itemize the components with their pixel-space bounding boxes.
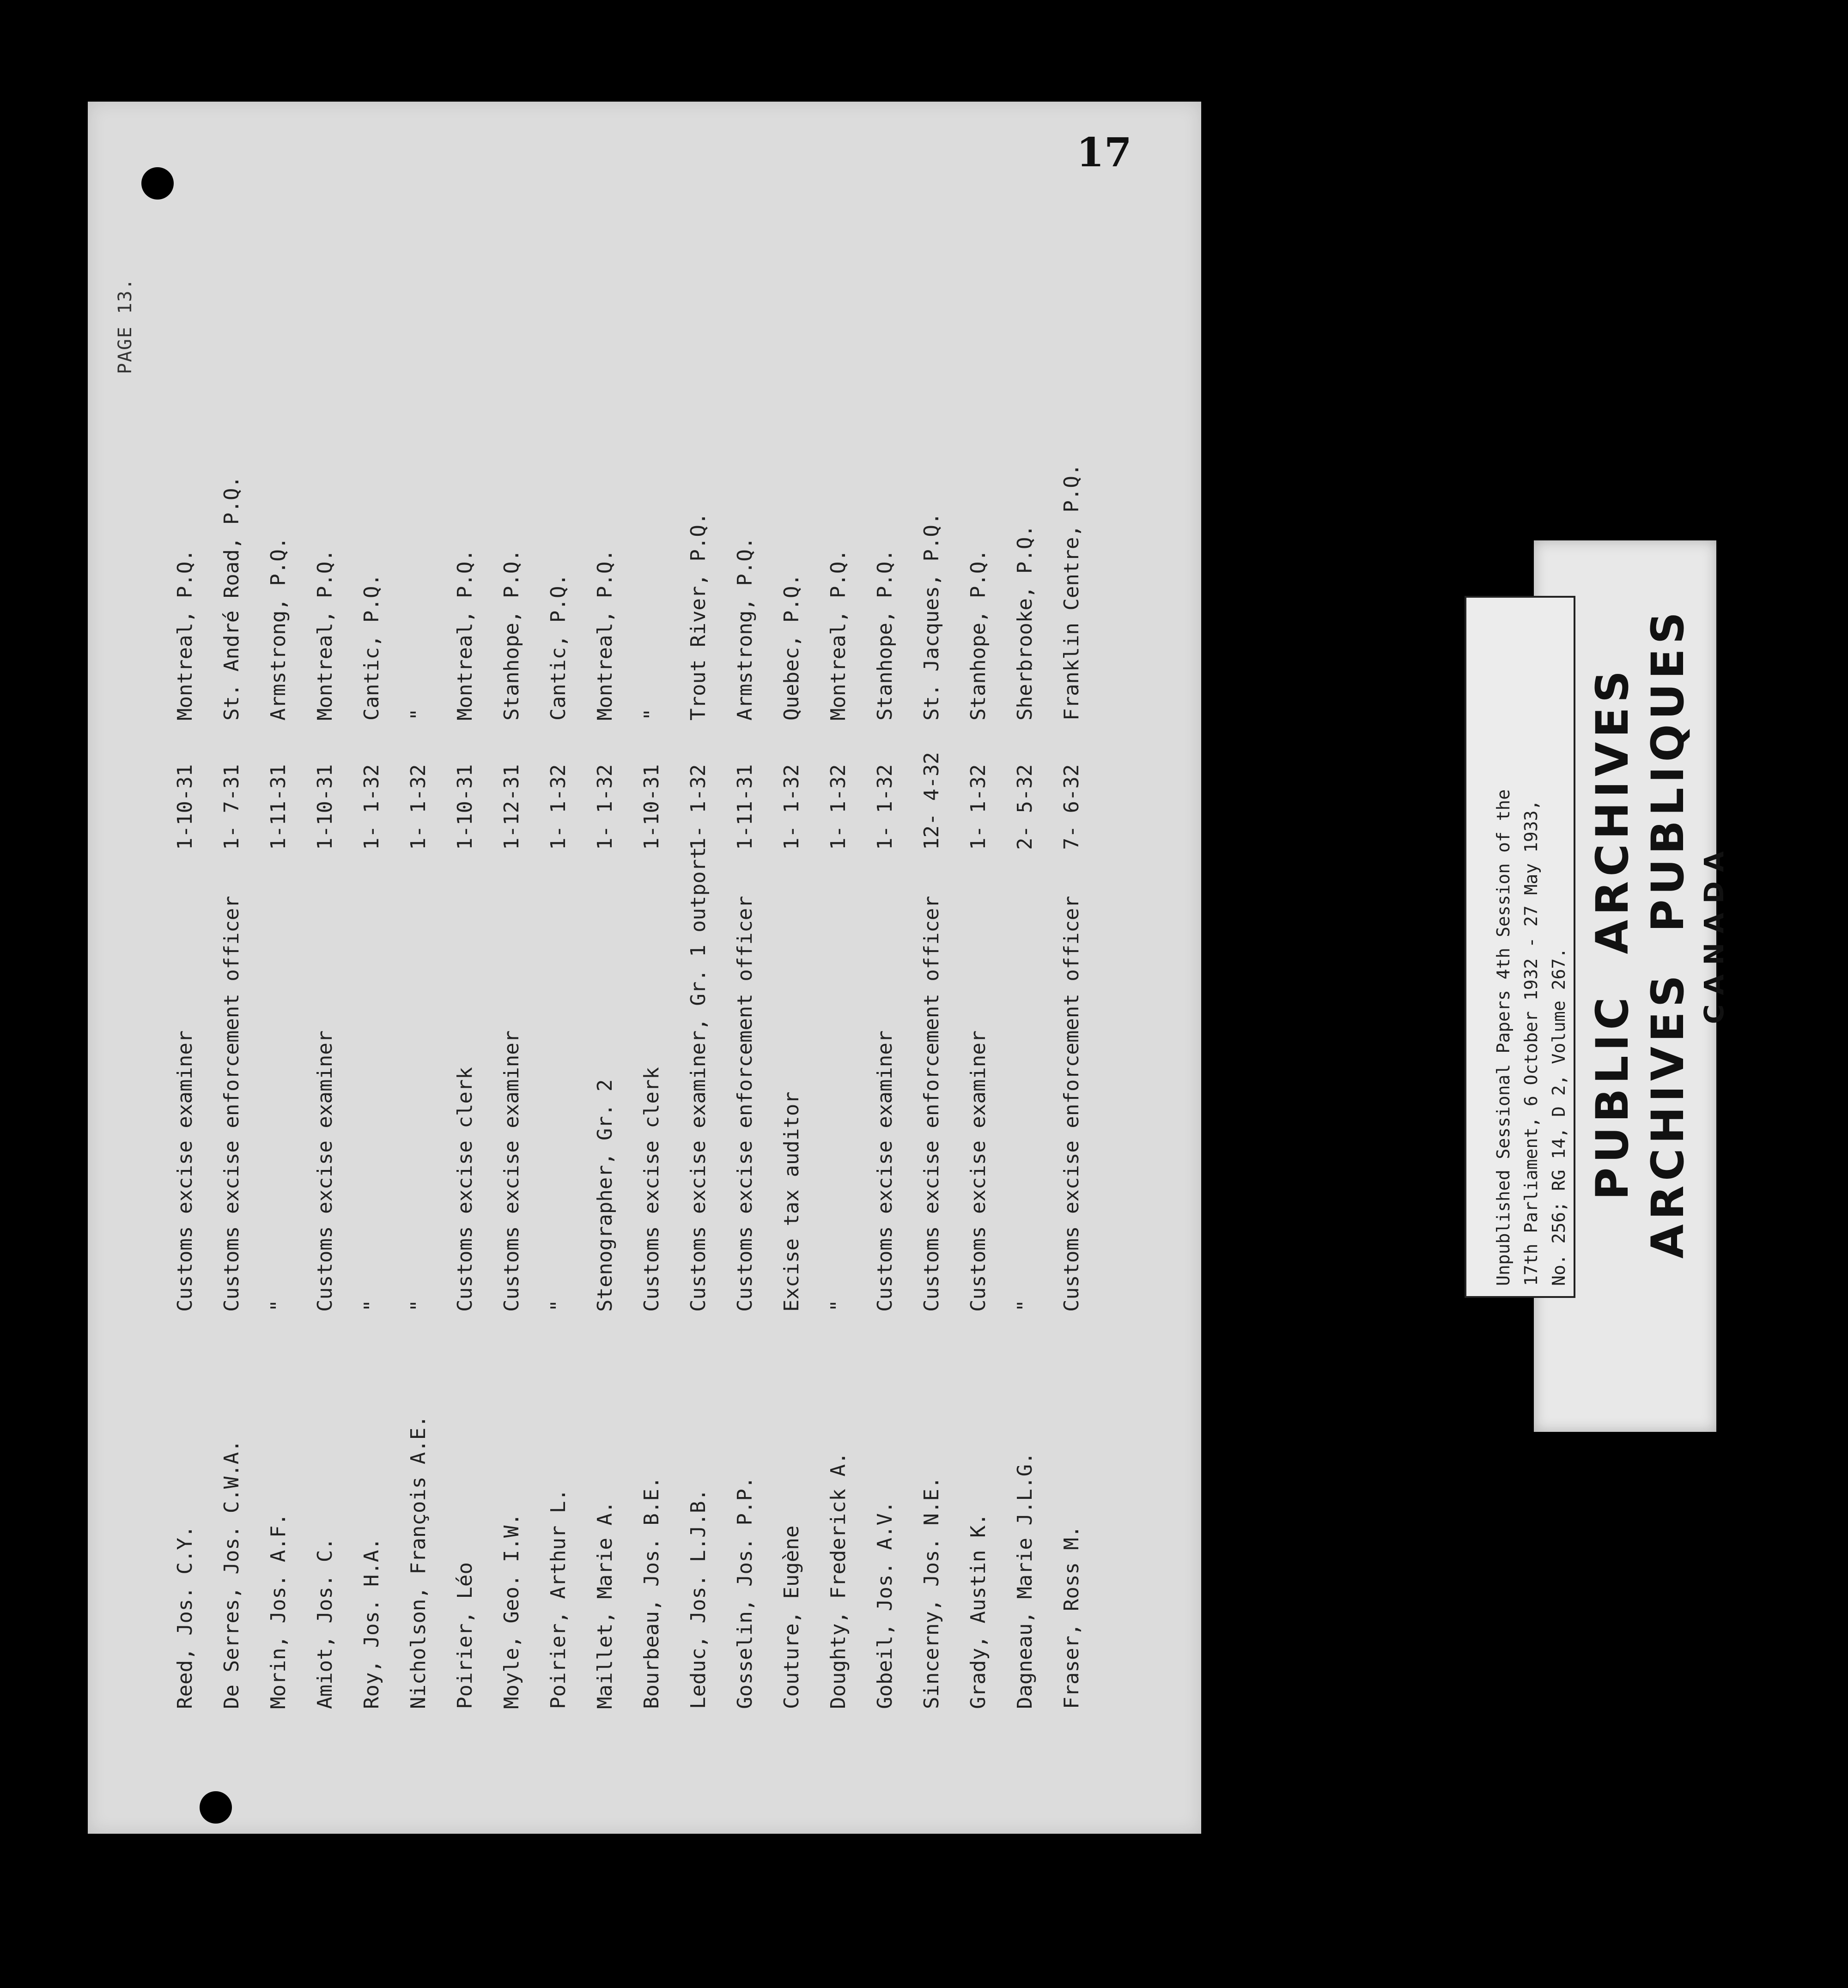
employee-name: Roy, Jos. H.A. (360, 1538, 383, 1709)
employee-name: Poirier, Léo (453, 1562, 477, 1709)
position-title: Customs excise examiner (173, 1030, 197, 1312)
position-title: Customs excise enforcement officer (220, 896, 243, 1312)
location: Montreal, P.Q. (453, 549, 477, 721)
effective-date: 1- 1-32 (360, 764, 383, 850)
effective-date: 1- 1-32 (687, 764, 710, 850)
location: Sherbrooke, P.Q. (1013, 525, 1037, 721)
page-label: PAGE 13. (115, 278, 136, 374)
position-title: Customs excise examiner (873, 1030, 897, 1312)
effective-date: 12- 4-32 (920, 752, 943, 850)
location: St. André Road, P.Q. (220, 476, 243, 721)
location: Armstrong, P.Q. (267, 537, 290, 721)
location: Cantic, P.Q. (547, 574, 570, 721)
location: Cantic, P.Q. (360, 574, 383, 721)
table-row (593, 208, 640, 1709)
position-title: Customs excise enforcement officer (733, 896, 757, 1312)
employee-name: Moyle, Geo. I.W. (500, 1513, 523, 1709)
table-row (967, 208, 1013, 1709)
location: Stanhope, P.Q. (873, 549, 897, 721)
position-title: Stenographer, Gr. 2 (593, 1079, 617, 1312)
stamp-country: CANADA (1698, 842, 1730, 1024)
employee-name: Amiot, Jos. C. (313, 1538, 337, 1709)
slip-line: 17th Parliament, 6 October 1932 - 27 May 1933, (1521, 800, 1541, 1286)
location: Quebec, P.Q. (780, 574, 803, 721)
employee-name: Nicholson, François A.E. (407, 1415, 430, 1709)
effective-date: 1-10-31 (453, 764, 477, 850)
effective-date: 1- 1-32 (967, 764, 990, 850)
employee-name: Grady, Austin K. (967, 1513, 990, 1709)
effective-date: 1- 1-32 (593, 764, 617, 850)
table-row (1013, 208, 1060, 1709)
punch-hole (200, 1791, 232, 1824)
table-row (1060, 208, 1106, 1709)
table-row (687, 208, 733, 1709)
position-title: Customs excise enforcement officer (1060, 896, 1083, 1312)
effective-date: 1- 1-32 (407, 764, 430, 850)
employee-name: Gobeil, Jos. A.V. (873, 1501, 897, 1709)
effective-date: 1-12-31 (500, 764, 523, 850)
position-title: Excise tax auditor (780, 1091, 803, 1312)
typed-record-list (97, 208, 1083, 1709)
employee-name: Sincerny, Jos. N.E. (920, 1476, 943, 1709)
table-row (500, 208, 547, 1709)
employee-name: Doughty, Frederick A. (827, 1452, 850, 1709)
employee-name: Maillet, Marie A. (593, 1501, 617, 1709)
position-title: Customs excise examiner (313, 1030, 337, 1312)
position-title: " (407, 1299, 430, 1312)
punch-hole (141, 167, 174, 200)
employee-name: Reed, Jos. C.Y. (173, 1525, 197, 1709)
location: Montreal, P.Q. (313, 549, 337, 721)
position-title: Customs excise examiner (500, 1030, 523, 1312)
table-row (267, 208, 313, 1709)
effective-date: 2- 5-32 (1013, 764, 1037, 850)
location: St. Jacques, P.Q. (920, 512, 943, 721)
archives-stamp (1585, 564, 1760, 1303)
employee-name: Dagneau, Marie J.L.G. (1013, 1452, 1037, 1709)
effective-date: 1- 1-32 (827, 764, 850, 850)
position-title: Customs excise enforcement officer (920, 896, 943, 1312)
location: Montreal, P.Q. (827, 549, 850, 721)
table-row (827, 208, 873, 1709)
employee-name: De Serres, Jos. C.W.A. (220, 1440, 243, 1709)
table-row (640, 208, 687, 1709)
position-title: " (360, 1299, 383, 1312)
table-row (220, 208, 267, 1709)
employee-name: Fraser, Ross M. (1060, 1525, 1083, 1709)
position-title: Customs excise clerk (453, 1067, 477, 1312)
location: " (407, 708, 430, 721)
effective-date: 1-10-31 (173, 764, 197, 850)
table-row (547, 208, 593, 1709)
position-title: Customs excise examiner (967, 1030, 990, 1312)
table-row (920, 208, 967, 1709)
slip-line: No. 256; RG 14, D 2, Volume 267. (1549, 947, 1569, 1286)
effective-date: 1-11-31 (267, 764, 290, 850)
location: " (640, 708, 663, 721)
effective-date: 1-11-31 (733, 764, 757, 850)
employee-name: Bourbeau, Jos. B.E. (640, 1476, 663, 1709)
position-title: Customs excise examiner, Gr. 1 outport (687, 847, 710, 1312)
employee-name: Gosselin, Jos. P.P. (733, 1476, 757, 1709)
table-row (780, 208, 827, 1709)
location: Stanhope, P.Q. (967, 549, 990, 721)
effective-date: 7- 6-32 (1060, 764, 1083, 850)
records-table (173, 208, 1106, 1709)
folio-number: 17 (1076, 129, 1132, 176)
effective-date: 1-10-31 (640, 764, 663, 850)
effective-date: 1- 7-31 (220, 764, 243, 850)
location: Armstrong, P.Q. (733, 537, 757, 721)
table-row (173, 208, 220, 1709)
position-title: " (1013, 1299, 1037, 1312)
table-row (407, 208, 453, 1709)
position-title: " (827, 1299, 850, 1312)
table-row (733, 208, 780, 1709)
table-row (360, 208, 407, 1709)
stamp-line-french: ARCHIVES PUBLIQUES (1642, 607, 1694, 1259)
location: Montreal, P.Q. (173, 549, 197, 721)
slip-line: Unpublished Sessional Papers 4th Session of the (1493, 789, 1514, 1286)
table-row (453, 208, 500, 1709)
location: Stanhope, P.Q. (500, 549, 523, 721)
stamp-line-english: PUBLIC ARCHIVES (1587, 666, 1638, 1200)
location: Trout River, P.Q. (687, 512, 710, 721)
effective-date: 1- 1-32 (873, 764, 897, 850)
employee-name: Leduc, Jos. L.J.B. (687, 1489, 710, 1709)
effective-date: 1-10-31 (313, 764, 337, 850)
employee-name: Morin, Jos. A.F. (267, 1513, 290, 1709)
table-row (313, 208, 360, 1709)
effective-date: 1- 1-32 (780, 764, 803, 850)
effective-date: 1- 1-32 (547, 764, 570, 850)
table-row (873, 208, 920, 1709)
position-title: Customs excise clerk (640, 1067, 663, 1312)
archive-reference-slip (1465, 596, 1575, 1298)
location: Montreal, P.Q. (593, 549, 617, 721)
employee-name: Couture, Eugène (780, 1525, 803, 1709)
location: Franklin Centre, P.Q. (1060, 463, 1083, 721)
position-title: " (267, 1299, 290, 1312)
employee-name: Poirier, Arthur L. (547, 1489, 570, 1709)
position-title: " (547, 1299, 570, 1312)
